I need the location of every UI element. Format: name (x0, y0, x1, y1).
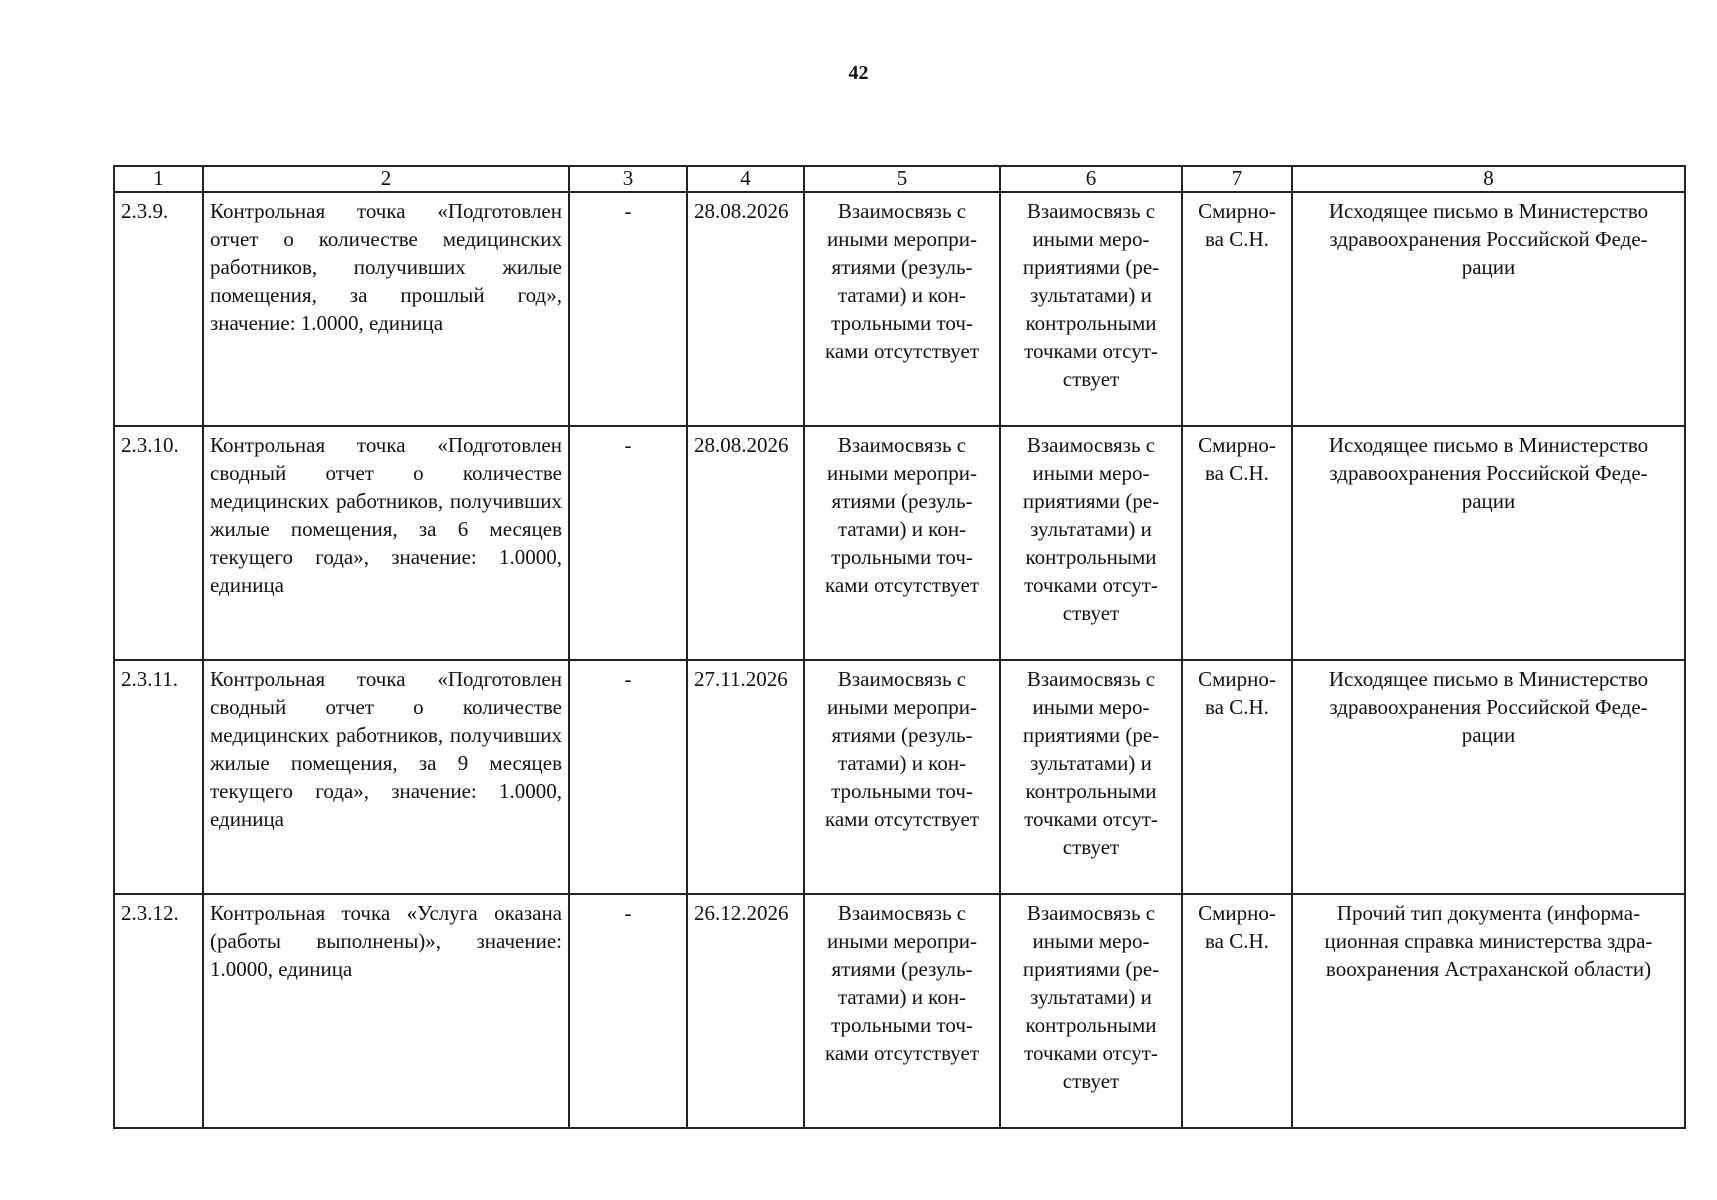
row-number: 2.3.10. (114, 426, 203, 660)
column-header-8: 8 (1292, 166, 1685, 192)
responsible-person: Смирно- ва С.Н. (1182, 426, 1292, 660)
document-type: Прочий тип документа (информа- ционная справка министерства здра- воохранения Астраханской области) (1292, 894, 1685, 1128)
column-header-4: 4 (687, 166, 804, 192)
row-number: 2.3.12. (114, 894, 203, 1128)
control-point-description: Контрольная точка «Подготовлен отчет о количестве медицинских работников, получивших жилые помещения, за прошлый год», значение: 1.0000, единица (203, 192, 569, 426)
due-date: 27.11.2026 (687, 660, 804, 894)
control-point-description: Контрольная точка «Подготовлен сводный отчет о количестве медицинских работников, получивших жилые помещения, за 6 месяцев текущего года», значение: 1.0000, единица (203, 426, 569, 660)
column-3-value: - (569, 894, 687, 1128)
column-header-2: 2 (203, 166, 569, 192)
table-row (114, 426, 1685, 660)
document-type: Исходящее письмо в Министерство здравоохранения Российской Феде- рации (1292, 660, 1685, 894)
due-date: 26.12.2026 (687, 894, 804, 1128)
column-header-6: 6 (1000, 166, 1182, 192)
relation-cell-5: Взаимосвязь с иными меропри- ятиями (резуль- татами) и кон- трольными точ- ками отсутствует (804, 192, 1000, 426)
column-header-3: 3 (569, 166, 687, 192)
header-row (114, 166, 1685, 192)
relation-cell-5: Взаимосвязь с иными меропри- ятиями (резуль- татами) и кон- трольными точ- ками отсутствует (804, 660, 1000, 894)
column-header-7: 7 (1182, 166, 1292, 192)
column-header-5: 5 (804, 166, 1000, 192)
document-type: Исходящее письмо в Министерство здравоохранения Российской Феде- рации (1292, 426, 1685, 660)
relation-cell-6: Взаимосвязь с иными меро- приятиями (ре- зультатами) и контрольными точками отсут- ствует (1000, 426, 1182, 660)
control-point-description: Контрольная точка «Услуга оказана (работы выполнены)», значение: 1.0000, единица (203, 894, 569, 1128)
control-point-description: Контрольная точка «Подготовлен сводный отчет о количестве медицинских работников, получивших жилые помещения, за 9 месяцев текущего года», значение: 1.0000, единица (203, 660, 569, 894)
relation-cell-5: Взаимосвязь с иными меропри- ятиями (резуль- татами) и кон- трольными точ- ками отсутствует (804, 426, 1000, 660)
column-3-value: - (569, 192, 687, 426)
table-row (114, 894, 1685, 1128)
table-row (114, 660, 1685, 894)
control-points-table (113, 165, 1686, 1129)
relation-cell-6: Взаимосвязь с иными меро- приятиями (ре- зультатами) и контрольными точками отсут- ствует (1000, 192, 1182, 426)
document-type: Исходящее письмо в Министерство здравоохранения Российской Феде- рации (1292, 192, 1685, 426)
due-date: 28.08.2026 (687, 426, 804, 660)
responsible-person: Смирно- ва С.Н. (1182, 660, 1292, 894)
column-3-value: - (569, 426, 687, 660)
relation-cell-5: Взаимосвязь с иными меропри- ятиями (резуль- татами) и кон- трольными точ- ками отсутствует (804, 894, 1000, 1128)
responsible-person: Смирно- ва С.Н. (1182, 894, 1292, 1128)
responsible-person: Смирно- ва С.Н. (1182, 192, 1292, 426)
relation-cell-6: Взаимосвязь с иными меро- приятиями (ре- зультатами) и контрольными точками отсут- ствует (1000, 894, 1182, 1128)
page-number: 42 (848, 62, 869, 84)
table-row (114, 192, 1685, 426)
relation-cell-6: Взаимосвязь с иными меро- приятиями (ре- зультатами) и контрольными точками отсут- ствует (1000, 660, 1182, 894)
row-number: 2.3.11. (114, 660, 203, 894)
row-number: 2.3.9. (114, 192, 203, 426)
column-3-value: - (569, 660, 687, 894)
column-header-1: 1 (114, 166, 203, 192)
due-date: 28.08.2026 (687, 192, 804, 426)
